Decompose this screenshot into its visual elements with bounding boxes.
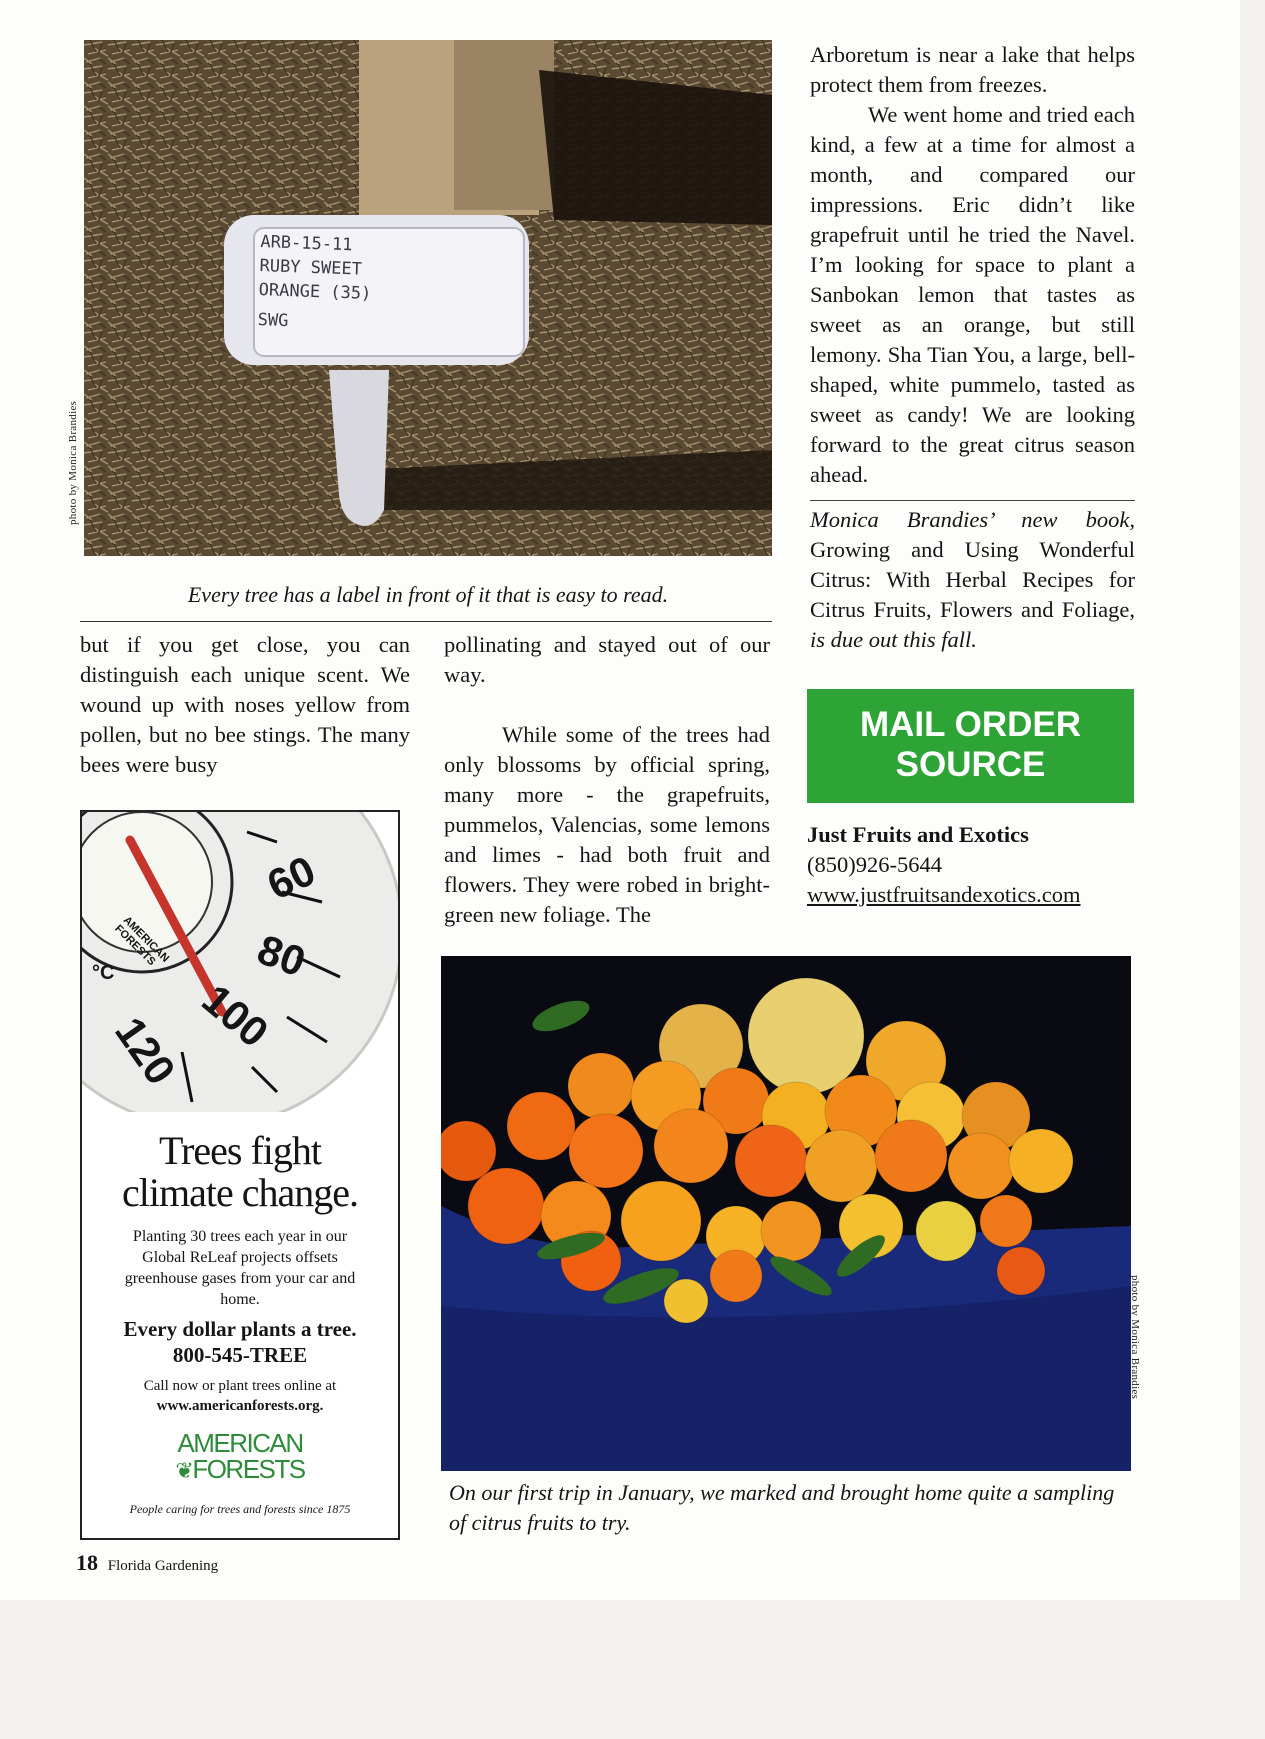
- ad-headline-1: Trees fight: [159, 1128, 321, 1173]
- caption-rule: [80, 621, 772, 622]
- logo-line-2-text: FORESTS: [192, 1454, 305, 1484]
- bio-rule: [810, 500, 1135, 501]
- page-number: 18: [76, 1550, 98, 1575]
- ad-copy: [82, 1130, 398, 1517]
- label-photo: [84, 40, 772, 556]
- ad-url[interactable]: www.americanforests.org.: [156, 1398, 324, 1414]
- american-forests-logo: [82, 1430, 398, 1484]
- mid-column-1: but if you get close, you can distinguish each unique scent. We wound up with noses yellow from pollen, but no bee stings. The many bees were busy: [80, 632, 410, 777]
- tick-80: 80: [251, 925, 312, 986]
- label-line-1: ARB-15-11: [260, 232, 353, 256]
- source-phone: (850)926-5644: [807, 852, 942, 877]
- page-footer: [76, 1550, 218, 1576]
- right-para-2: We went home and tried each kind, a few at a time for almost a month, and compared our impressions. Eric didn’t like grapefruit until he tried the Navel. I’m looking for space to plant a Sanbokan lemon that tastes as sweet as an orange, but still lemony. Sha Tian You, a large, bell-shaped, white pummelo, tasted as sweet as candy! We are looking forward to the great citrus season ahead.: [810, 102, 1135, 487]
- author-bio: [810, 505, 1135, 655]
- ad-phone: 800-545-TREE: [172, 1343, 308, 1367]
- ad-headline-2: climate change.: [122, 1170, 358, 1215]
- mid-column-2: [444, 630, 770, 930]
- photo-caption-top: Every tree has a label in front of it that is easy to read.: [187, 582, 669, 607]
- mail-order-header: [807, 689, 1134, 803]
- plant-label-text: [257, 230, 373, 336]
- col2-para-1: pollinating and stayed out of our way.: [444, 632, 770, 687]
- tick-120: 120: [106, 1008, 185, 1093]
- mail-order-line-2: SOURCE: [895, 745, 1046, 784]
- book-title: Growing and Using Wonderful Citrus: With Herbal Recipes for Citrus Fruits, Flowers and Foliage,: [810, 537, 1135, 622]
- ad-body: Planting 30 trees each year in our Global ReLeaf projects offsets greenhouse gases from your car and home.: [124, 1228, 356, 1308]
- photo-credit-bottom: photo by Monica Brandies: [1129, 1275, 1141, 1400]
- logo-line-2: [82, 1456, 398, 1484]
- thermometer-ticks: [82, 812, 400, 1112]
- right-column: [810, 40, 1135, 655]
- source-url[interactable]: www.justfruitsandexotics.com: [807, 882, 1081, 907]
- american-forests-ad: [80, 810, 400, 1540]
- leaf-icon: ❦: [175, 1458, 193, 1483]
- publication-name: Florida Gardening: [107, 1558, 219, 1574]
- logo-line-1: AMERICAN: [177, 1428, 303, 1458]
- tick-60: 60: [260, 846, 323, 909]
- mail-order-line-1: MAIL ORDER: [859, 705, 1082, 744]
- label-line-2: RUBY SWEET: [259, 256, 363, 280]
- right-para-1: Arboretum is near a lake that helps protect them from freezes.: [810, 42, 1135, 97]
- col2-para-2: While some of the trees had only blossoms by official spring, many more - the grapefruits, pummelos, Valencias, some lemons and limes - had both fruit and flowers. They were robed in bright-green new foliage. The: [444, 722, 770, 927]
- label-line-4: SWG: [257, 310, 289, 332]
- bio-tail: is due out this fall.: [810, 627, 977, 652]
- photo-caption-bottom: On our first trip in January, we marked and brought home quite a sampling of citrus fruits to try.: [449, 1480, 1115, 1535]
- photo-credit-top: photo by Monica Brandies: [67, 400, 79, 525]
- ad-cta: Every dollar plants a tree.: [123, 1317, 357, 1341]
- bio-lead: Monica Brandies’ new book,: [810, 507, 1135, 532]
- source-name: Just Fruits and Exotics: [807, 822, 1029, 847]
- label-line-3: ORANGE (35): [258, 280, 372, 304]
- ad-call: Call now or plant trees online at: [143, 1378, 337, 1394]
- thermometer-brand: AMERICAN FORESTS: [112, 914, 172, 969]
- ad-tagline: People caring for trees and forests since 1875: [129, 1502, 351, 1516]
- mail-order-source: [807, 820, 1147, 910]
- citrus-photo: [441, 956, 1131, 1471]
- tick-100: 100: [193, 975, 278, 1057]
- thermometer-unit: °C: [92, 962, 115, 984]
